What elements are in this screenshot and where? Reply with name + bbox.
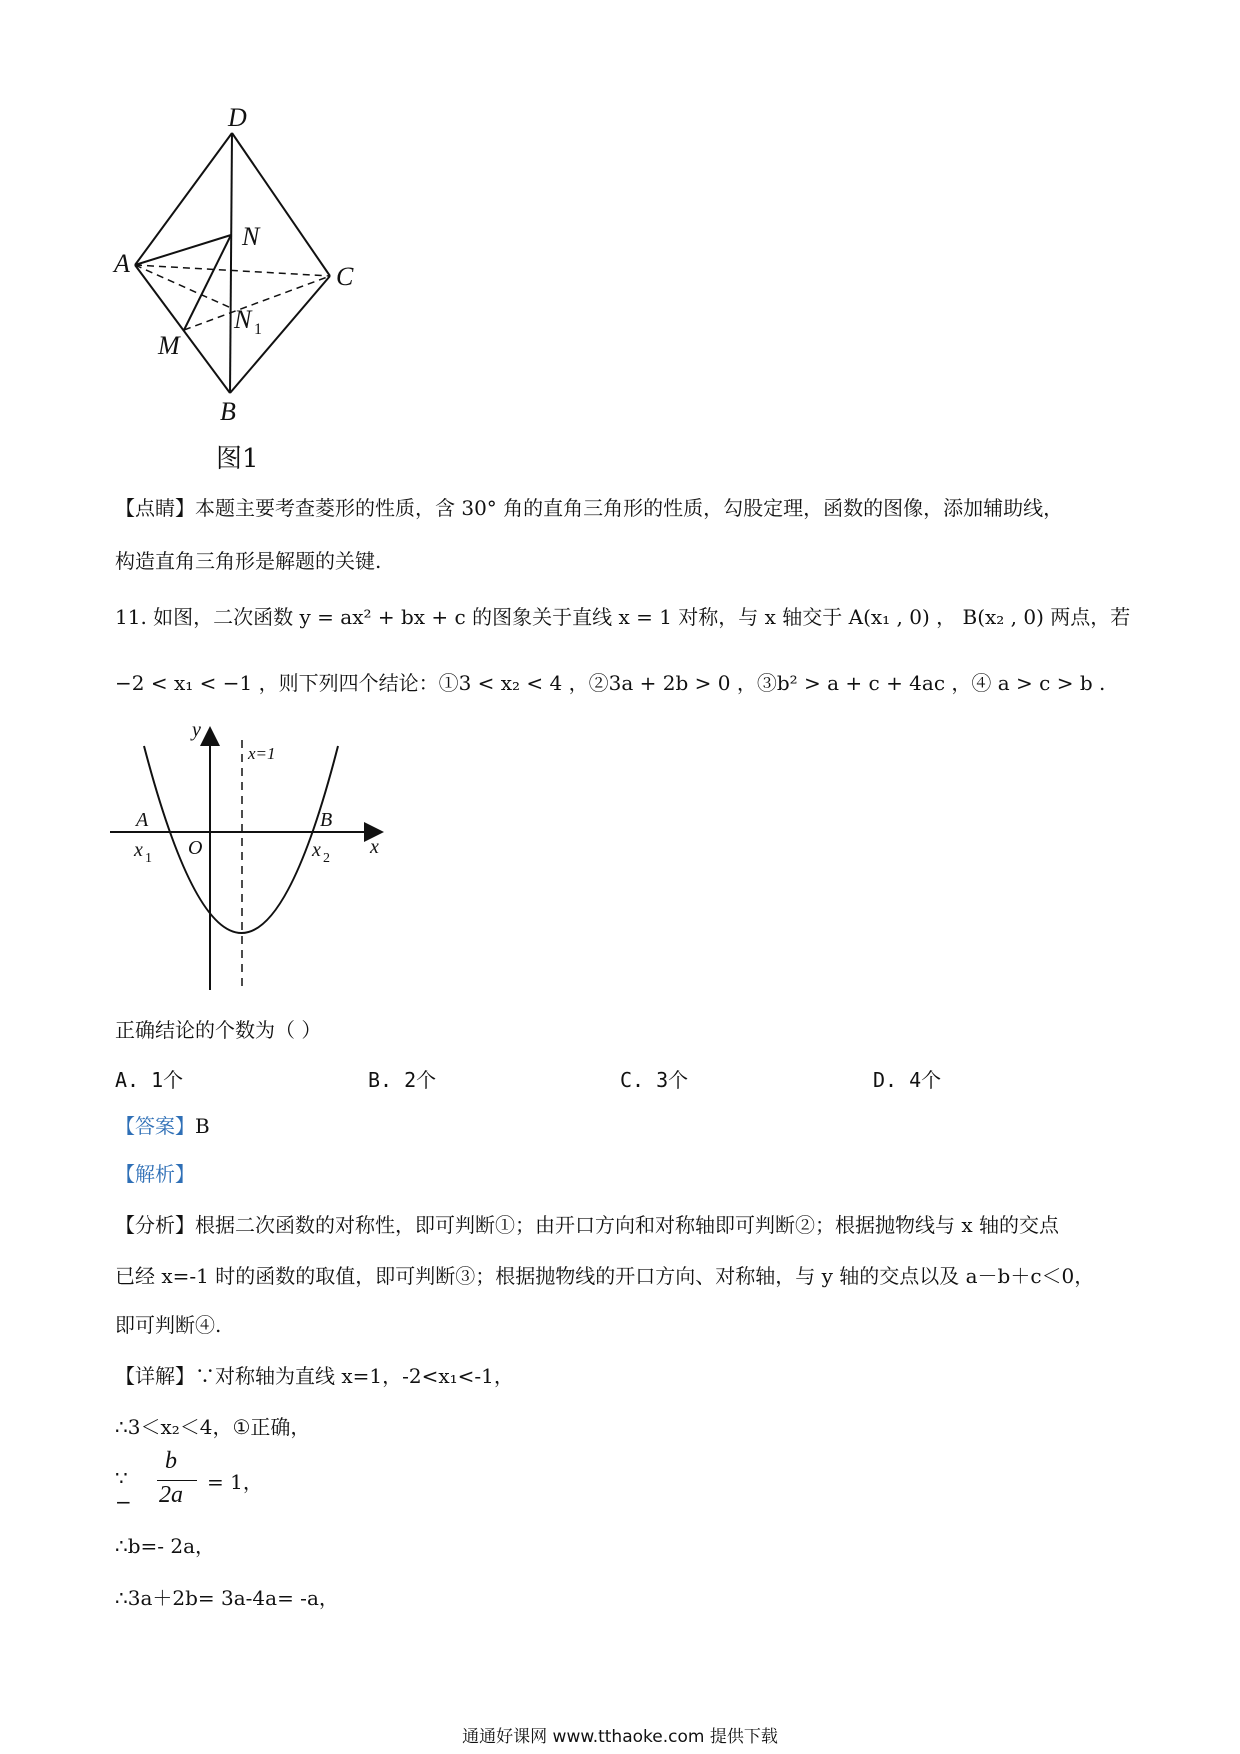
label-N1: N	[234, 305, 252, 334]
question-line-2: −2 < x₁ < −1 ，则下列四个结论：①3 < x₂ < 4 ，②3a + 2b > 0 ，③b² > a + c + 4ac ，④ a > c > b .	[115, 671, 1106, 695]
figure-1-rhombus	[100, 100, 380, 470]
x1-label: x	[134, 839, 143, 861]
question-line-1: 11. 如图，二次函数 y = ax² + bx + c 的图象关于直线 x = 1 对称，与 x 轴交于 A(x₁ , 0) ， B(x₂ , 0) 两点，若	[115, 605, 1131, 629]
label-B: B	[220, 397, 236, 426]
edge-CB	[230, 276, 330, 393]
analysis-line-2: 已经 x=-1 时的函数的取值，即可判断③；根据抛物线的开口方向、对称轴，与 y 轴的交点以及 a－b＋c＜0，	[115, 1264, 1095, 1288]
detail-line-2: ∴3＜x₂＜4，①正确，	[115, 1415, 311, 1439]
analysis-tag: 【解析】	[115, 1162, 195, 1186]
dashed-AC	[135, 265, 330, 276]
fraction-suffix: = 1，	[207, 1470, 263, 1494]
x2-label: x	[312, 839, 321, 861]
choice-C: C. 3个	[620, 1068, 689, 1092]
label-N1-subscript: 1	[254, 321, 262, 338]
question-prompt: 正确结论的个数为（ ）	[115, 1018, 322, 1042]
label-M: M	[158, 331, 180, 360]
fraction-numerator: b	[165, 1448, 177, 1474]
label-C: C	[336, 262, 354, 291]
detail-line-1: 【详解】∵对称轴为直线 x=1，-2<x₁<-1，	[115, 1364, 514, 1388]
analysis-line-1: 【分析】根据二次函数的对称性，即可判断①；由开口方向和对称轴即可判断②；根据抛物线与 x 轴的交点	[115, 1213, 1059, 1237]
choice-B: B. 2个	[368, 1068, 437, 1092]
comment-line-2: 构造直角三角形是解题的关键.	[115, 549, 382, 573]
detail-line-5: ∴3a＋2b= 3a-4a= -a，	[115, 1586, 339, 1610]
parabola-curve	[144, 746, 338, 933]
detail-line-4: ∴b=- 2a，	[115, 1534, 216, 1558]
answer-value: B	[195, 1114, 210, 1138]
x1-subscript: 1	[145, 851, 152, 866]
choice-D: D. 4个	[873, 1068, 942, 1092]
label-D: D	[228, 103, 247, 132]
fraction-denominator: 2a	[159, 1482, 183, 1508]
edge-DC	[232, 133, 330, 276]
comment-line-1: 【点睛】本题主要考查菱形的性质，含 30° 角的直角三角形的性质，勾股定理，函数的图像，添加辅助线，	[115, 496, 1064, 520]
edge-DB	[230, 133, 232, 393]
edge-DA	[135, 133, 232, 265]
label-A: A	[114, 249, 130, 278]
y-axis-label: y	[192, 719, 201, 741]
page-footer: 通通好课网 www.tthaoke.com 提供下载	[462, 1727, 778, 1747]
answer-tag: 【答案】	[115, 1114, 195, 1138]
symmetry-axis-label: x=1	[248, 744, 276, 763]
dashed-AN1	[135, 265, 231, 308]
fraction-bar	[157, 1480, 197, 1481]
x2-subscript: 2	[323, 851, 330, 866]
choice-A: A. 1个	[115, 1068, 184, 1092]
origin-label: O	[188, 837, 203, 859]
point-B-label: B	[320, 809, 333, 831]
analysis-line-3: 即可判断④.	[115, 1313, 222, 1337]
fraction-prefix: ∵ −	[115, 1466, 132, 1514]
x-axis-label: x	[370, 836, 379, 858]
edge-AB	[135, 265, 230, 393]
point-A-label: A	[136, 809, 149, 831]
label-N: N	[242, 222, 260, 251]
parabola-graph	[100, 710, 400, 1010]
figure-1-caption: 图1	[216, 444, 259, 474]
edge-AN	[135, 235, 231, 265]
answer-line	[115, 1112, 210, 1140]
